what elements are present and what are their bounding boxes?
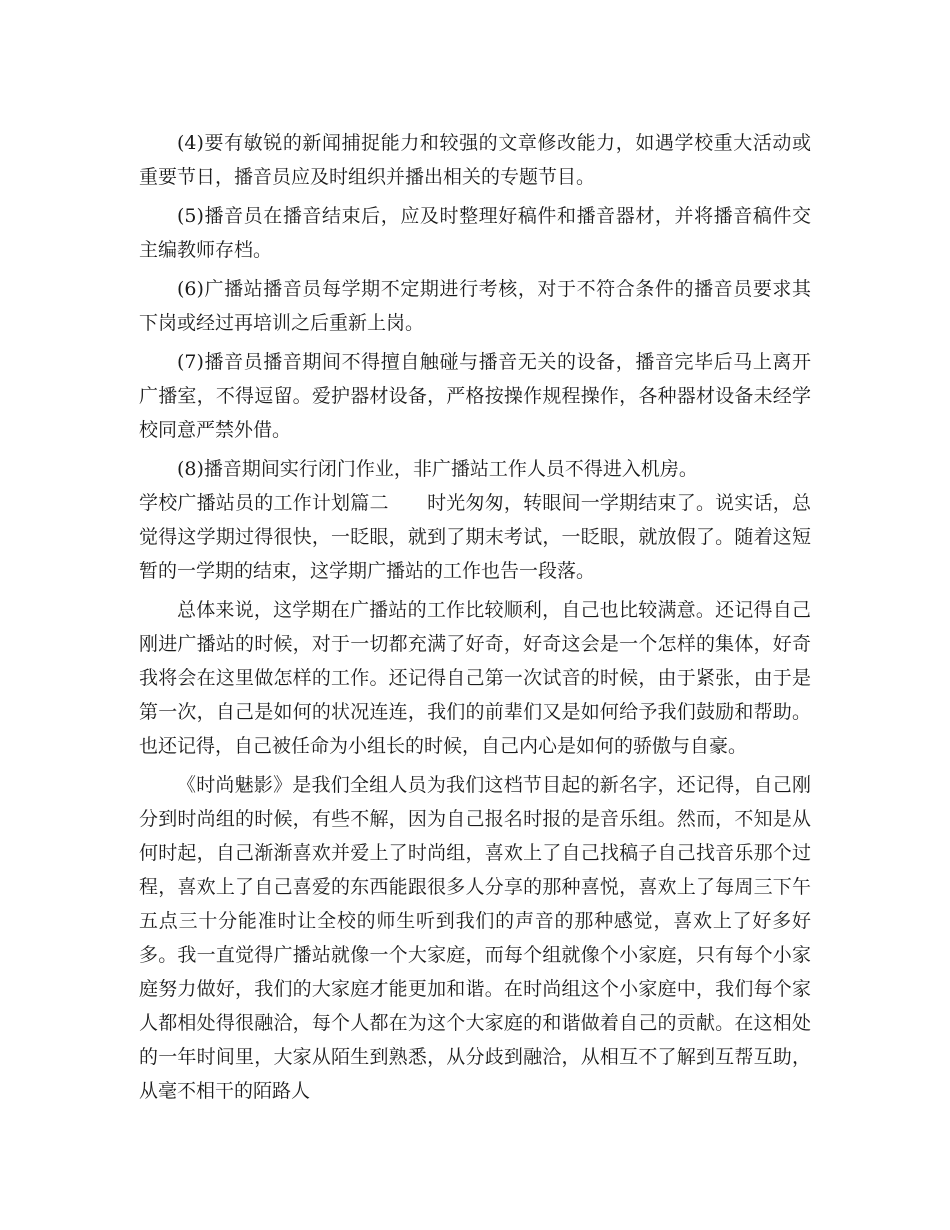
paragraph-rule-8: (8)播音期间实行闭门作业，非广播站工作人员不得进入机房。 xyxy=(177,458,698,480)
paragraph-overall-summary: 总体来说，这学期在广播站的工作比较顺利，自己也比较满意。还记得自己刚进广播站的时候，对于一切都充满了好奇，好奇这会是一个怎样的集体，好奇我将会在这里做怎样的工作。还记得自己第一次试音的时候，由于紧张，由于是第一次，自己是如何的状况连连，我们的前辈们又是如何给予我们鼓励和帮助。也还记得，自己被任命为小组长的时候，自己内心是如何的骄傲与自豪。 xyxy=(139,599,811,757)
paragraph-rule-5: (5)播音员在播音结束后，应及时整理好稿件和播音器材，并将播音稿件交主编教师存档。 xyxy=(139,205,811,261)
paragraph-section-two-intro: 学校广播站员的工作计划篇二 时光匆匆，转眼间一学期结束了。说实话，总觉得这学期过得很快，一眨眼，就到了期末考试，一眨眼，就放假了。随着这短暂的一学期的结束，这学期广播站的工作也告一段落。 xyxy=(139,492,811,582)
document-body xyxy=(139,126,811,1113)
paragraph-rule-6: (6)广播站播音员每学期不定期进行考核，对于不符合条件的播音员要求其下岗或经过再培训之后重新上岗。 xyxy=(139,278,811,334)
paragraph-rule-7: (7)播音员播音期间不得擅自触碰与播音无关的设备，播音完毕后马上离开广播室，不得逗留。爱护器材设备，严格按操作规程操作，各种器材设备未经学校同意严禁外借。 xyxy=(139,351,811,441)
paragraph-rule-4: (4)要有敏锐的新闻捕捉能力和较强的文章修改能力，如遇学校重大活动或重要节日，播音员应及时组织并播出相关的专题节目。 xyxy=(139,132,811,188)
paragraph-fashion-group: 《时尚魅影》是我们全组人员为我们这档节目起的新名字，还记得，自己刚分到时尚组的时候，有些不解，因为自己报名时报的是音乐组。然而，不知是从何时起，自己渐渐喜欢并爱上了时尚组，喜欢上了自己找稿子自己找音乐那个过程，喜欢上了自己喜爱的东西能跟很多人分享的那种喜悦，喜欢上了每周三下午五点三十分能准时让全校的师生听到我们的声音的那种感觉，喜欢上了好多好多。我一直觉得广播站就像一个大家庭，而每个组就像个小家庭，只有每个小家庭努力做好，我们的大家庭才能更加和谐。在时尚组这个小家庭中，我们每个家人都相处得很融洽，每个人都在为这个大家庭的和谐做着自己的贡献。在这相处的一年时间里，大家从陌生到熟悉，从分歧到融洽，从相互不了解到互帮互助，从毫不相干的陌路人 xyxy=(139,774,811,1102)
